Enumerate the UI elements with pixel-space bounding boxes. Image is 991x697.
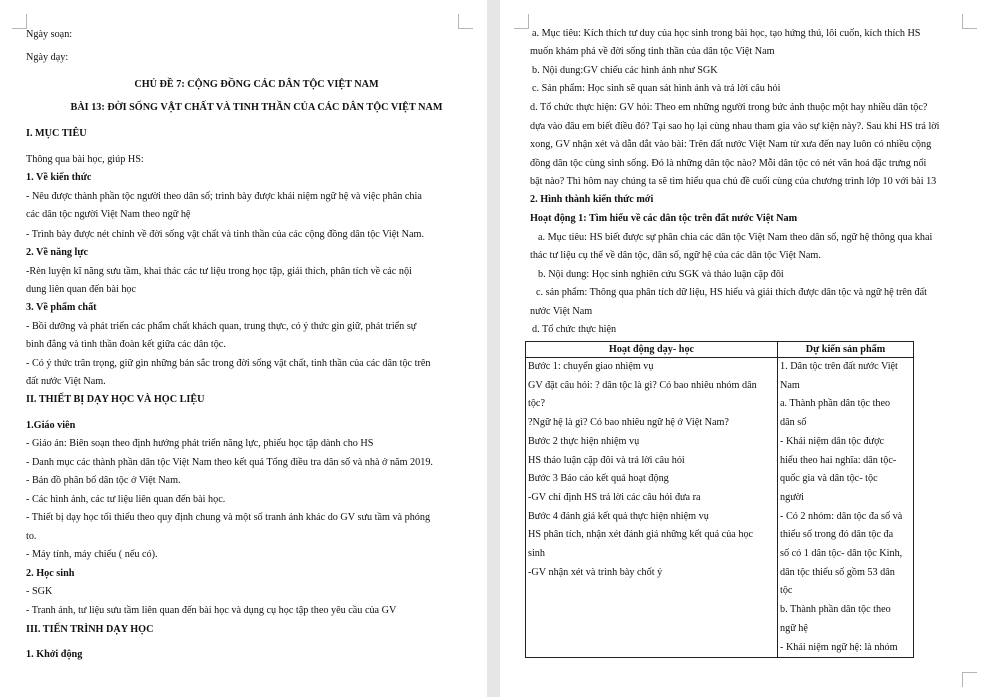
text-line: - Giáo án: Biên soạn theo định hướng phát triển năng lực, phiếu học tập dành cho HS: [26, 438, 374, 449]
cell-line: sinh: [528, 548, 545, 560]
subsection-heading: 1. Về kiến thức: [26, 172, 92, 183]
section-heading: III. TIẾN TRÌNH DẠY HỌC: [26, 624, 154, 635]
text-line: - Máy tính, máy chiếu ( nếu có).: [26, 549, 158, 560]
text-line: - SGK: [26, 586, 53, 597]
text-line: a. Mục tiêu: Kích thích tư duy của học sinh trong bài học, tạo hứng thú, lôi cuốn, kích thích HS: [532, 28, 921, 39]
text-line: - Có ý thức trân trọng, giữ gìn những bản sắc trong đời sống vật chất, tinh thần của các dân tộc trên: [26, 358, 431, 369]
crop-mark: [962, 14, 977, 29]
section-heading: II. THIẾT BỊ DẠY HỌC VÀ HỌC LIỆU: [26, 394, 205, 405]
text-line: dựa vào đâu em biết điều đó? Tại sao họ lại cùng nhau tham gia vào sự kiện này?. Sau khi HS trả lời: [530, 121, 940, 132]
text-line: các dân tộc người Việt Nam theo ngữ hệ: [26, 209, 191, 220]
text-line: c. sản phẩm: Thông qua phân tích dữ liệu, HS hiểu và giải thích được dân tộc và ngữ hệ trên đất: [536, 287, 927, 298]
text-line: đồng dân tộc cùng sinh sống. Đó là những dân tộc nào? Mỗi dân tộc có nét văn hoá đặc trưng nổi: [530, 158, 927, 169]
table-header-cell: Dự kiến sản phẩm: [778, 342, 914, 358]
cell-line: hiểu theo hai nghĩa: dân tộc-: [780, 454, 897, 466]
cell-line: - Có 2 nhóm: dân tộc đa số và: [780, 510, 903, 522]
table-header-row: [526, 342, 914, 358]
crop-mark: [12, 14, 27, 29]
section-heading: 2. Hình thành kiến thức mới: [530, 194, 654, 205]
text-line: to.: [26, 531, 37, 542]
text-line: c. Sản phẩm: Học sinh sẽ quan sát hình ảnh và trả lời câu hỏi: [532, 83, 781, 94]
cell-line: - Khái niệm ngữ hệ: là nhóm: [780, 641, 898, 653]
text-line: b. Nội dung:GV chiếu các hình ảnh như SGK: [532, 65, 718, 76]
text-line: bật nào? Thì hôm nay chúng ta sẽ tìm hiểu qua chủ đề cuối cùng của chương trình lớp 10 với bài 13: [530, 176, 937, 187]
text-line: dung liên quan đến bài học: [26, 284, 137, 295]
table-cell-expected-products: [778, 358, 914, 658]
text-line: a. Mục tiêu: HS biết được sự phân chia các dân tộc Việt Nam theo dân số, ngữ hệ thông qua khai: [538, 232, 933, 243]
text-line: xong, GV nhận xét và dẫn dắt vào bài: Trên đất nước Việt Nam từ xưa đến nay luôn có nhiều cộng: [530, 139, 932, 150]
cell-line: HS phân tích, nhận xét đánh giá những kết quả của học: [528, 529, 754, 541]
text-line: d. Tổ chức thực hiện: [532, 324, 617, 335]
topic-title: CHỦ ĐỀ 7: CỘNG ĐỒNG CÁC DÂN TỘC VIỆT NAM: [134, 79, 379, 90]
cell-line: thiểu số trong đó dân tộc đa: [780, 529, 894, 541]
cell-line: - Khái niệm dân tộc được: [780, 435, 884, 447]
text-line: bình đẳng và tình thần đoàn kết giữa các dân tộc.: [26, 339, 226, 350]
text-line: - Các hình ảnh, các tư liệu liên quan đến bài học.: [26, 494, 226, 505]
activity-heading: Hoạt động 1: Tìm hiểu về các dân tộc trên đất nước Việt Nam: [530, 213, 798, 224]
crop-mark: [514, 14, 529, 29]
text-line: thác tư liệu cụ thể về dân tộc, dân số, ngữ hệ của các dân tộc Việt Nam.: [530, 250, 821, 261]
line-prepare-date: Ngày soạn:: [26, 29, 73, 40]
subsection-heading: 1.Giáo viên: [26, 420, 76, 431]
cell-line: người: [780, 491, 804, 503]
cell-line: quốc gia và dân tộc- tộc: [780, 473, 878, 485]
subsection-heading: 3. Về phẩm chất: [26, 302, 97, 313]
text-line: - Danh mục các thành phần dân tộc Việt Nam theo kết quả Tổng điều tra dân số và nhà ở năm 2019.: [26, 457, 433, 468]
cell-line: Nam: [780, 379, 800, 391]
table-cell-activities: [526, 358, 778, 658]
line-teach-date: Ngày dạy:: [26, 52, 69, 63]
text-line: - Thiết bị dạy học tối thiểu theo quy định chung và một số tranh ảnh khác do GV sưu tầm và phóng: [26, 512, 431, 523]
activity-table: [525, 341, 914, 658]
lesson-title: BÀI 13: ĐỜI SỐNG VẬT CHẤT VÀ TINH THẦN CỦA CÁC DÂN TỘC VIỆT NAM: [70, 102, 443, 113]
subsection-heading: 2. Học sinh: [26, 568, 75, 579]
table-header-cell: Hoạt động dạy- học: [526, 342, 778, 358]
cell-line: 1. Dân tộc trên đất nước Việt: [780, 361, 898, 372]
crop-mark: [962, 672, 977, 687]
cell-line: GV đặt câu hỏi: ? dân tộc là gì? Có bao nhiêu nhóm dân: [528, 379, 757, 391]
text-line: muốn khám phá về đời sống tinh thần của dân tộc Việt Nam: [530, 46, 775, 57]
cell-line: Bước 2 thực hiện nhiệm vụ: [528, 435, 640, 447]
table-row: [526, 358, 914, 658]
cell-line: ?Ngữ hệ là gì? Có bao nhiêu ngữ hệ ở Việt Nam?: [528, 417, 729, 429]
cell-line: a. Thành phần dân tộc theo: [780, 398, 891, 410]
cell-line: dân số: [780, 417, 807, 429]
text-line: đất nước Việt Nam.: [26, 376, 106, 387]
text-line: b. Nội dung: Học sinh nghiên cứu SGK và thảo luận cặp đôi: [538, 269, 784, 280]
cell-line: -GV nhận xét và trình bày chốt ý: [528, 566, 663, 578]
cell-line: ngữ hệ: [780, 622, 808, 634]
text-line: d. Tổ chức thực hiện: GV hỏi: Theo em những người trong bức ảnh thuộc một hay nhiều dân tộc?: [530, 102, 928, 113]
text-line: - Bản đồ phân bố dân tộc ở Việt Nam.: [26, 475, 181, 486]
cell-line: -GV chỉ định HS trả lời các câu hỏi đưa ra: [528, 491, 701, 503]
cell-line: số có 1 dân tộc- dân tộc Kinh,: [780, 548, 903, 560]
cell-line: Bước 4 đánh giá kết quả thực hiện nhiệm vụ: [528, 510, 709, 522]
cell-line: dân tộc thiểu số gồm 53 dân: [780, 566, 895, 578]
cell-line: Bước 1: chuyển giao nhiệm vụ: [528, 361, 654, 372]
section-heading: I. MỤC TIÊU: [26, 128, 87, 139]
text-line: - Nêu được thành phần tộc người theo dân số; trình bày được khái niệm ngữ hệ và việc phân chia: [26, 191, 422, 202]
cell-line: HS thảo luận cặp đôi và trả lời câu hỏi: [528, 454, 685, 466]
text-line: - Bồi dưỡng và phát triển các phẩm chất khách quan, trung thực, có ý thức gìn giữ, phát triển sự: [26, 321, 417, 332]
subsection-heading: 1. Khởi động: [26, 649, 83, 660]
subsection-heading: 2. Về năng lực: [26, 247, 88, 258]
text-line: nước Việt Nam: [530, 306, 593, 317]
text-line: - Trình bày được nét chính về đời sống vật chất và tinh thần của các cộng đồng dân tộc Việt Nam.: [26, 229, 424, 240]
text-line: - Tranh ảnh, tư liệu sưu tầm liên quan đến bài học và dụng cụ học tập theo yêu cầu của GV: [26, 605, 397, 616]
cell-line: Bước 3 Báo cáo kết quả hoạt động: [528, 473, 669, 485]
text-line: -Rèn luyện kĩ năng sưu tầm, khai thác các tư liệu trong học tập, giải thích, phân tích về các nội: [26, 266, 412, 277]
text-line: Thông qua bài học, giúp HS:: [26, 154, 144, 165]
cell-line: tộc: [780, 585, 793, 597]
crop-mark: [458, 14, 473, 29]
cell-line: tộc?: [528, 398, 545, 410]
cell-line: b. Thành phần dân tộc theo: [780, 604, 891, 616]
